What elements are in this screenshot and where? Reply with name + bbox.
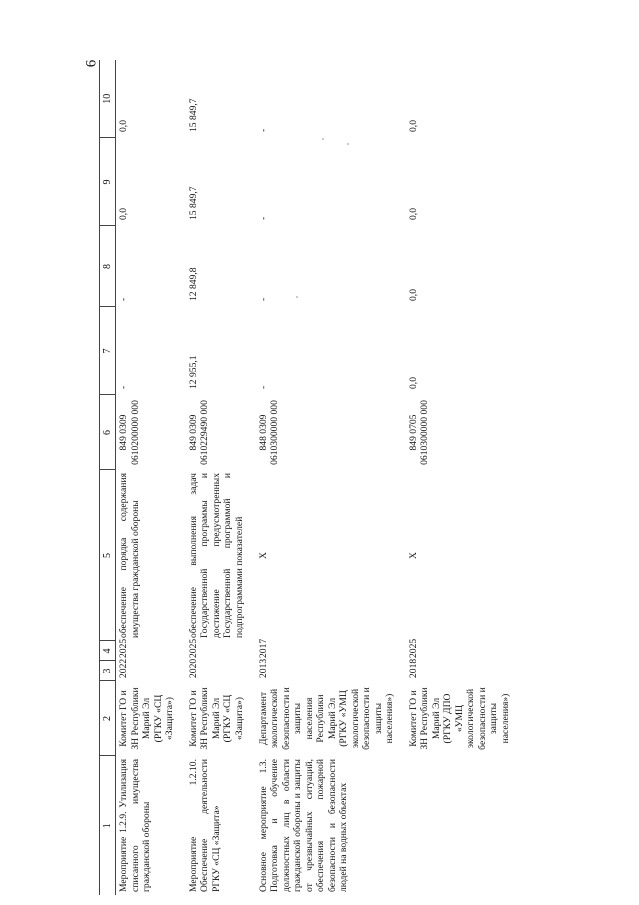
measure-name: Основное мероприятие 1.3. Подготовка и обучение должностных лиц в области гражданской обороны и защиты от чрезвычайных ситуаций, обеспечения пожарной безопасности и безопасности людей на водных объектах	[257, 759, 349, 892]
table-row	[116, 60, 186, 895]
executor: Комитет ГО и ЗН Республики Марий Эл (РГКУ «СЦ «Защита»)	[187, 687, 245, 750]
expected-result: Х	[407, 552, 419, 559]
header-cell: 10	[100, 60, 116, 138]
measure-name	[406, 756, 514, 895]
end-year: 2017	[257, 638, 269, 658]
end-year: 2025	[118, 638, 129, 658]
value-2022: -	[257, 385, 269, 389]
value-2022: 12 955,1	[187, 355, 199, 389]
expected-result: обеспечение порядка содержания имущества гражданской обороны	[118, 473, 141, 638]
budget-code-line1: 849 0309	[118, 414, 129, 451]
budget-code	[116, 395, 186, 470]
budget-code	[256, 395, 406, 470]
budget-code-line2: 0610200000 000	[129, 400, 141, 465]
value-2024: -	[257, 216, 269, 220]
budget-code-line2: 0610300000 000	[269, 400, 280, 465]
executor: Комитет ГО и ЗН Республики Марий Эл (РГКУ «СЦ «Защита»)	[118, 687, 175, 750]
value-2024: 15 849,7	[187, 186, 199, 220]
start-year: 2020	[187, 658, 199, 678]
header-cell: 6	[100, 395, 116, 470]
value-2023: 0,0	[407, 289, 419, 301]
budget-code-line2: 0610229490 000	[199, 400, 210, 465]
value-2023: -	[257, 297, 269, 301]
header-cell: 4	[100, 641, 116, 661]
header-cell: 5	[100, 470, 116, 641]
value-2024: 0,0	[118, 208, 129, 220]
budget-table	[99, 60, 513, 895]
start-year: 2018	[407, 658, 419, 678]
value-2023: -	[118, 297, 129, 301]
value-2025: 15 849,7	[187, 98, 199, 132]
value-2025: -	[257, 128, 269, 132]
value-2022: 0,0	[407, 377, 419, 389]
start-year: 2013	[257, 658, 269, 678]
executor: Комитет ГО и ЗН Республики Марий Эл (РГКУ ДПО «УМЦ экологической безопасности и защиты населения»)	[407, 687, 511, 750]
value-2025: 0,0	[407, 120, 419, 132]
header-cell: 8	[100, 226, 116, 307]
budget-code-line1: 849 0309	[187, 414, 199, 451]
budget-code-line2: 0610300000 000	[419, 400, 430, 465]
value-2022: -	[118, 385, 129, 389]
budget-code-line1: 849 0705	[407, 414, 419, 451]
measure-name: Мероприятие 1.2.9. Утилизация списанного имущества гражданской обороны	[118, 759, 152, 892]
rotated-table-wrapper	[99, 60, 594, 895]
end-year: 2025	[187, 638, 199, 658]
budget-code-line1: 848 0309	[257, 414, 269, 451]
measure-name: Мероприятие 1.2.10. Обеспечение деятельности РГКУ «СЦ «Защита»	[187, 759, 222, 892]
start-year: 2022	[118, 658, 129, 678]
page-number: 6	[83, 59, 100, 68]
header-cell: 2	[100, 681, 116, 756]
header-cell: 7	[100, 307, 116, 395]
budget-code	[406, 395, 514, 470]
executor: Департамент экологической безопасности и защиты населения Республики Марий Эл (РГКУ «УМЦ экологической безопасности и защиты населения»)	[257, 687, 395, 750]
header-cell: 9	[100, 138, 116, 226]
budget-code	[186, 395, 256, 470]
expected-result: обеспечение выполнения задач Государственной программы и достижение предусмотренных Государственной программой и подпрограммами показателей	[187, 473, 245, 638]
value-2023: 12 849,8	[187, 267, 199, 301]
value-2024: 0,0	[407, 208, 419, 220]
table-row	[256, 60, 406, 895]
value-2025: 0,0	[118, 120, 129, 132]
table-row	[406, 60, 514, 895]
expected-result: Х	[257, 552, 269, 559]
header-cell: 1	[100, 756, 116, 895]
end-year: 2025	[407, 638, 419, 658]
header-row	[100, 60, 116, 895]
header-cell: 3	[100, 661, 116, 681]
table-row	[186, 60, 256, 895]
